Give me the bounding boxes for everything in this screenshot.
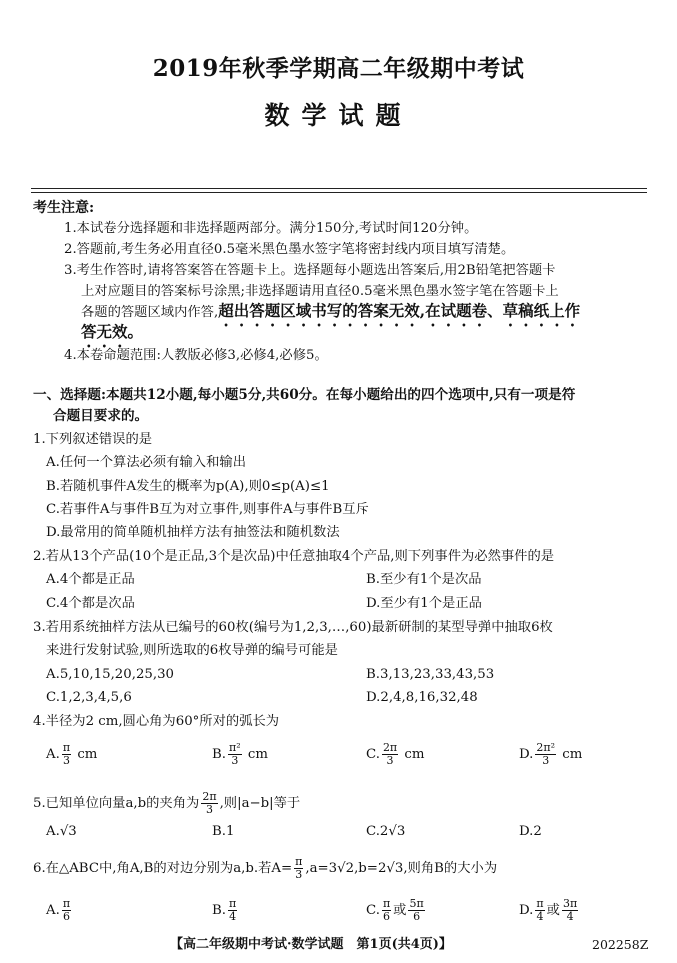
q6-d-fraction-1: $\frac{\pi}{4}$ [536,897,544,923]
q6-angle-fraction: $\frac{\pi}{3}$ [295,855,303,881]
q5-angle-fraction: $\frac{2\pi}{3}$ [202,790,217,816]
notice-heading: 考生注意: [33,200,95,216]
divider-bottom [31,192,647,193]
q4-option-a: A. $\frac{\pi}{3}$ cm [46,741,98,767]
q3-stem-line2: 来进行发射试验,则所选取的6枚导弹的编号可能是 [46,643,338,658]
q4-a-fraction: $\frac{\pi}{3}$ [62,741,71,767]
q4-d-fraction: $\frac{\text{2π²}}{3}$ [536,741,556,767]
q4-option-c: C. $\frac{2\pi}{3}$ cm [366,741,425,767]
q1-option-b: B.若随机事件A发生的概率为p(A),则0≤p(A)≤1 [46,479,330,494]
notice-item-3-line3 [81,301,580,330]
q2-option-b: B.至少有1个是次品 [366,572,482,587]
q6-b-fraction: $\frac{\pi}{4}$ [229,897,237,923]
section-heading: 一、选择题:本题共12小题,每小题5分,共60分。在每小题给出的四个选项中,只有一项是符 [33,387,576,403]
q6-c-fraction-1: $\frac{\pi}{6}$ [382,897,391,923]
q6-option-c: C. $\frac{\pi}{6}$ 或 $\frac{5\pi}{6}$ [366,897,424,923]
q6-c-fraction-2: $\frac{5\pi}{6}$ [409,897,424,923]
q1-option-c: C.若事件A与事件B互为对立事件,则事件A与事件B互斥 [46,502,369,517]
notice-item-3-text: 各题的答题区域内作答, [81,305,219,320]
exam-subtitle: 数学试题 [264,101,413,130]
exam-title: 2019年秋季学期高二年级期中考试 [152,55,525,82]
q1-option-a: A.任何一个算法必须有输入和输出 [46,455,246,470]
notice-item-1: 1.本试卷分选择题和非选择题两部分。满分150分,考试时间120分钟。 [64,221,478,236]
q2-option-a: A.4个都是正品 [46,572,135,587]
q2-option-c: C.4个都是次品 [46,596,135,611]
divider-top [31,188,647,189]
q4-option-b: B. $\frac{\text{π²}}{3}$ cm [212,741,268,767]
notice-item-2: 2.答题前,考生务必用直径0.5毫米黑色墨水签字笔将密封线内项目填写清楚。 [64,242,515,257]
q4-option-d: D. $\frac{\text{2π²}}{3}$ cm [519,741,583,767]
q4-stem: 4.半径为2 cm,圆心角为60°所对的弧长为 [33,714,280,729]
q6-option-a: A. $\frac{\pi}{6}$ [46,897,71,923]
q3-option-d: D.2,4,8,16,32,48 [366,690,478,705]
q5-stem: 5.已知单位向量a,b的夹角为 $\frac{2\pi}{3}$ ,则|a−b|等于 [33,790,301,816]
q1-stem: 1.下列叙述错误的是 [33,432,153,447]
notice-item-4: 4.本卷命题范围:人教版必修3,必修4,必修5。 [64,348,328,363]
q1-option-d: D.最常用的简单随机抽样方法有抽签法和随机数法 [46,525,340,540]
q6-stem: 6.在△ABC中,角A,B的对边分别为a,b.若A= $\frac{\pi}{3}$ ,a=3√2,b=2√3,则角B的大小为 [33,855,498,881]
q5-option-c: C.2√3 [366,824,406,839]
q6-option-d: D. $\frac{\pi}{4}$ 或 $\frac{3\pi}{4}$ [519,897,578,923]
q3-stem: 3.若用系统抽样方法从已编号的60枚(编号为1,2,3,…,60)最新研制的某型导弹中抽取6枚 [33,620,553,635]
q4-b-fraction: $\frac{\text{π²}}{3}$ [229,741,241,767]
q5-option-a: A.√3 [46,824,77,839]
notice-item-3: 3.考生作答时,请将答案答在答题卡上。选择题每小题选出答案后,用2B铅笔把答题卡 [64,263,556,278]
q6-option-b: B. $\frac{\pi}{4}$ [212,897,237,923]
q6-d-fraction-2: $\frac{3\pi}{4}$ [562,897,578,923]
notice-warning-end: 答无效。 [81,322,144,341]
notice-item-3-line2: 上对应题目的答案标号涂黑;非选择题请用直径0.5毫米黑色墨水签字笔在答题卡上 [81,284,559,299]
section-heading-line2: 合题目要求的。 [53,408,149,424]
q5-option-d: D.2 [519,824,542,839]
q2-stem: 2.若从13个产品(10个是正品,3个是次品)中任意抽取4个产品,则下列事件为必然事件的是 [33,549,555,564]
exam-code: 202258Z [592,937,649,952]
q2-option-d: D.至少有1个是正品 [366,596,482,611]
q3-option-a: A.5,10,15,20,25,30 [46,667,175,682]
q5-option-b: B.1 [212,824,235,839]
q6-a-fraction: $\frac{\pi}{6}$ [62,897,71,923]
notice-warning: 超出答题区域书写的答案无效,在试题卷、草稿纸上作 [218,301,581,320]
q3-option-c: C.1,2,3,4,5,6 [46,690,132,705]
q3-option-b: B.3,13,23,33,43,53 [366,667,495,682]
q4-c-fraction: $\frac{2\pi}{3}$ [382,741,398,767]
page-footer: 【高二年级期中考试·数学试题 第1页(共4页)】 [170,937,452,952]
